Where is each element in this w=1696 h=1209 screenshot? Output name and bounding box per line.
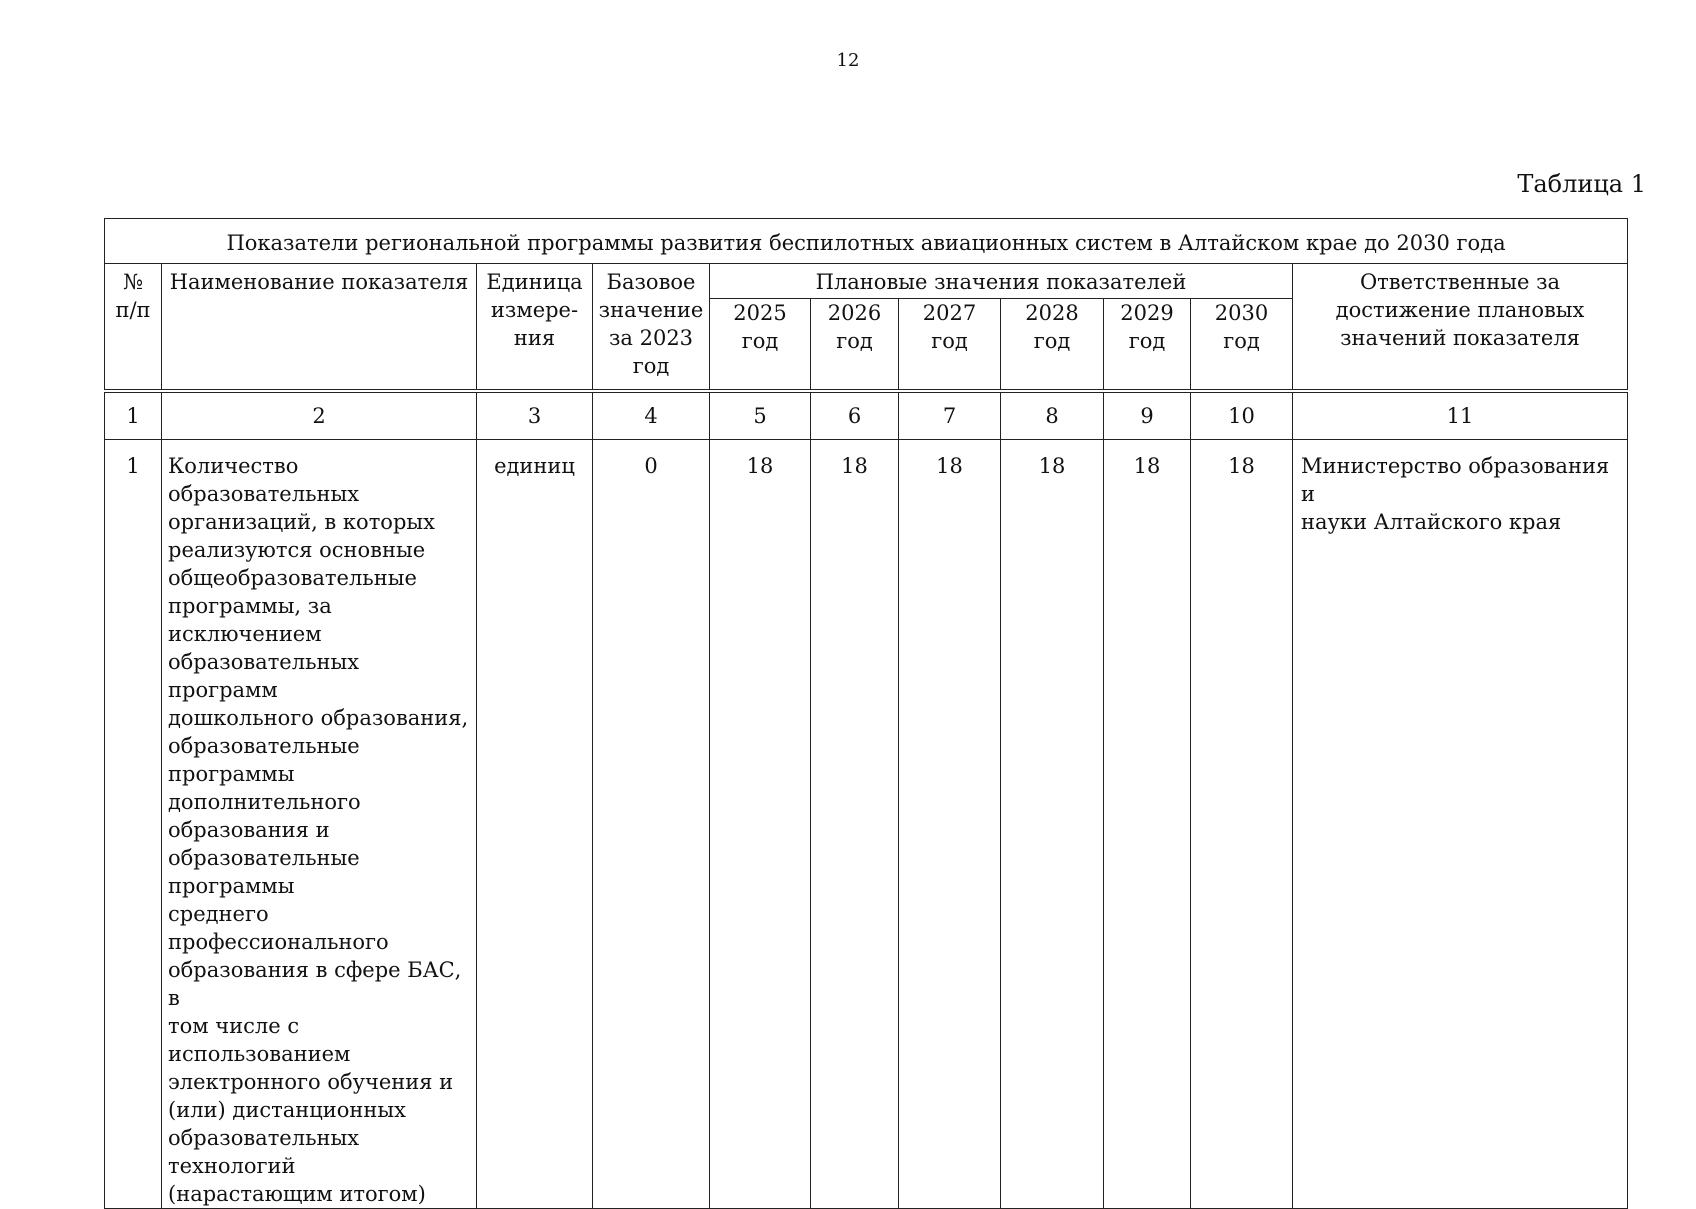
column-number: 10: [1191, 391, 1293, 440]
column-number: 8: [1001, 391, 1104, 440]
header-num: № п/п: [105, 264, 162, 392]
row-number: 1: [105, 440, 162, 1209]
header-year-2025: 2025 год: [710, 299, 811, 392]
page-number: 12: [836, 50, 860, 71]
header-year-2028: 2028 год: [1001, 299, 1104, 392]
column-number: 1: [105, 391, 162, 440]
header-name: Наименование показателя: [162, 264, 477, 392]
column-number: 5: [710, 391, 811, 440]
responsible-authority: Министерство образования и науки Алтайского края: [1293, 440, 1628, 1209]
column-number: 4: [593, 391, 710, 440]
indicator-name: Количество образовательных организаций, в которых реализуются основные общеобразовательные программы, за исключением образовательных программ дошкольного образования, образовательные программы дополнительного образования и образовательные программы среднего профессионального образования в сфере БАС, в том числе с использованием электронного обучения и (или) дистанционных образовательных технологий (нарастающим итогом): [162, 440, 477, 1209]
column-number: 11: [1293, 391, 1628, 440]
column-number: 2: [162, 391, 477, 440]
column-number: 7: [899, 391, 1001, 440]
table-row: [105, 440, 1628, 1209]
header-year-2026: 2026 год: [811, 299, 899, 392]
value-2026: 18: [811, 440, 899, 1209]
value-2027: 18: [899, 440, 1001, 1209]
header-base-value: Базовое значение за 2023 год: [593, 264, 710, 392]
table-caption: Таблица 1: [1517, 170, 1646, 198]
value-2030: 18: [1191, 440, 1293, 1209]
header-year-2027: 2027 год: [899, 299, 1001, 392]
header-year-2029: 2029 год: [1104, 299, 1191, 392]
header-unit: Единица измере- ния: [477, 264, 593, 392]
header-responsible: Ответственные за достижение плановых значений показателя: [1293, 264, 1628, 392]
base-value: 0: [593, 440, 710, 1209]
header-year-2030: 2030 год: [1191, 299, 1293, 392]
column-number: 6: [811, 391, 899, 440]
column-number: 9: [1104, 391, 1191, 440]
value-2029: 18: [1104, 440, 1191, 1209]
table-title: Показатели региональной программы развития беспилотных авиационных систем в Алтайском крае до 2030 года: [105, 219, 1628, 264]
value-2025: 18: [710, 440, 811, 1209]
unit-value: единиц: [477, 440, 593, 1209]
header-planned-values: Плановые значения показателей: [710, 264, 1293, 299]
column-number: 3: [477, 391, 593, 440]
column-number-row: [105, 391, 1628, 440]
indicators-table: [104, 218, 1628, 1209]
value-2028: 18: [1001, 440, 1104, 1209]
